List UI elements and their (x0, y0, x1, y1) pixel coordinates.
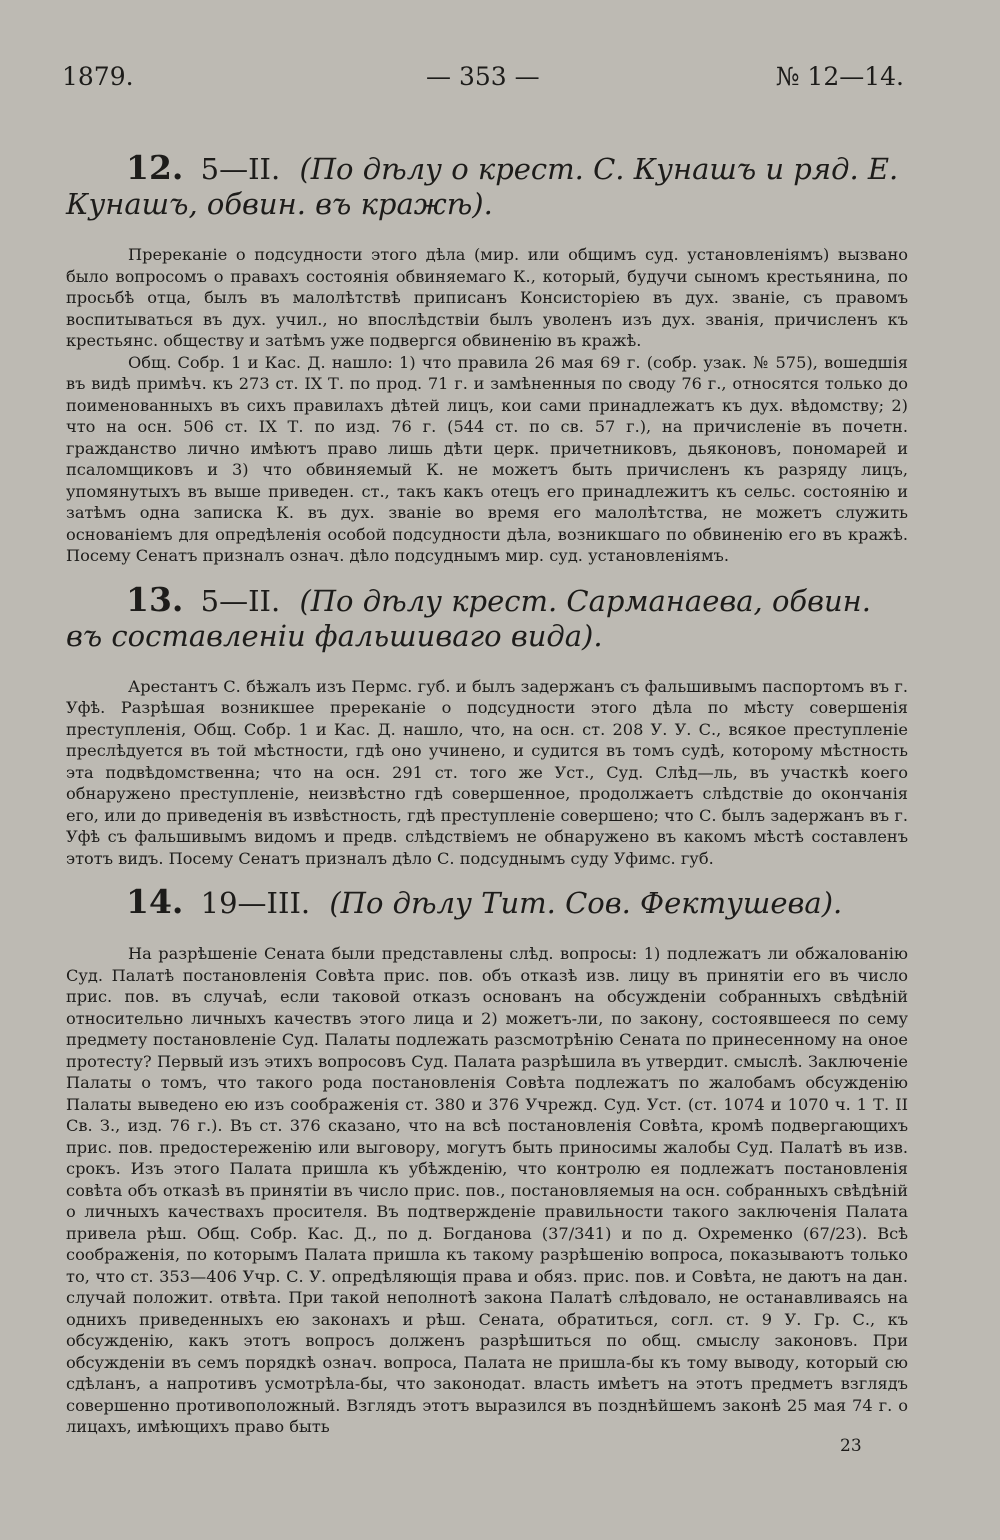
paragraph: На разрѣшеніе Сената были представлены слѣд. вопросы: 1) подлежатъ ли обжалованію Суд. Палатѣ постановленія Совѣта прис. пов. объ отказѣ изв. лицу въ принятіи его въ число прис. пов. въ случаѣ, если таковой отказъ основанъ на обсужденіи собранныхъ свѣдѣній относительно личныхъ качествъ этого лица и 2) можетъ-ли, по закону, состоявшееся по сему предмету постановленіе Суд. Палаты подлежать разсмотрѣнію Сената по принесенному на оное протесту? Первый изъ этихъ вопросовъ Суд. Палата разрѣшила въ утвердит. смыслѣ. Заключеніе Палаты о томъ, что такого рода постановленія Совѣта подлежатъ по жалобамъ обсужденію Палаты выведено ею изъ соображенія ст. 380 и 376 Учрежд. Суд. Уст. (ст. 1074 и 1070 ч. 1 Т. II Св. З., изд. 76 г.). Въ ст. 376 сказано, что на всѣ постановленія Совѣта, кромѣ подвергающихъ прис. пов. предостереженію или выговору, могутъ быть приносимы жалобы Суд. Палатѣ въ изв. срокъ. Изъ этого Палата пришла къ убѣжденію, что контролю ея подлежатъ постановленія совѣта объ отказѣ въ принятіи въ число прис. пов., постановляемыя на осн. собранныхъ свѣдѣній о личныхъ качествахъ просителя. Въ подтвержденіе правильности такого заключенія Палата привела рѣш. Общ. Собр. Кас. Д., по д. Богданова (37/341) и по д. Охременко (67/23). Всѣ соображенія, по которымъ Палата пришла къ такому разрѣшенію вопроса, показываютъ только то, что ст. 353—406 Учр. С. У. опредѣляющія права и обяз. прис. пов. и Совѣта, не даютъ на дан. случай положит. отвѣта. При такой неполнотѣ закона Палатѣ слѣдовало, не останавливаясь на однихъ приведенныхъ ею законахъ и рѣш. Сената, обратиться, согл. ст. 9 У. Гр. С., къ обсужденію, какъ этотъ вопросъ долженъ разрѣшиться по общ. смыслу законовъ. При обсужденіи въ семъ порядкѣ означ. вопроса, Палата не пришла-бы къ тому выводу, который сю сдѣланъ, а напротивъ усмотрѣла-бы, что законодат. власть имѣетъ на этотъ предметъ взглядъ совершенно противоположный. Взглядъ этотъ выразился въ позднѣйшемъ законѣ 25 мая 74 г. о лицахъ, имѣющихъ право быть (66, 944, 908, 1436)
section-title: (По дѣлу о крест. С. Кунашъ и ряд. Е. Кунашъ, обвин. въ кражѣ). (66, 152, 899, 221)
section-14 (66, 884, 908, 1438)
page-header (62, 62, 904, 98)
signature-mark: 23 (840, 1436, 862, 1456)
paragraph: Пререканіе о подсудности этого дѣла (мир. или общимъ суд. установленіямъ) вызвано было вопросомъ о правахъ состоянія обвиняемаго К., который, будучи сыномъ крестьянина, по просьбѣ отца, былъ въ малолѣтствѣ приписанъ Консисторіею въ дух. званіе, съ правомъ воспитываться въ дух. учил., но впослѣдствіи былъ уволенъ изъ дух. званія, причисленъ къ крестьянс. обществу и затѣмъ уже подвергся обвиненію въ кражѣ. (66, 245, 908, 350)
page-content (66, 150, 908, 1453)
section-date: 19—III. (200, 886, 311, 920)
section-date: 5—II. (200, 583, 281, 618)
paragraph: Общ. Собр. 1 и Кас. Д. нашло: 1) что правила 26 мая 69 г. (собр. узак. № 575), вошедшія въ видѣ примѣч. къ 273 ст. IX Т. по прод. 71 г. и замѣненныя по своду 76 г., относятся только до поименованныхъ въ сихъ правилахъ дѣтей лицъ, кои сами принадлежатъ къ дух. вѣдомству; 2) что на осн. 506 ст. IX Т. по изд. 76 г. (544 ст. по св. 57 г.), на причисленіе въ почетн. гражданство лично имѣютъ право лишь дѣти церк. причетниковъ, дьяконовъ, пономарей и псаломщиковъ и 3) что обвиняемый К. не можетъ быть причисленъ къ разряду лицъ, упомянутыхъ въ выше приведен. ст., такъ какъ отецъ его принадлежитъ къ сельс. состоянію и затѣмъ одна записка К. въ дух. званіе во время его малолѣтства, не можетъ служить основаніемъ для опредѣленія особой подсудности дѣла, возникшаго по обвиненію его въ кражѣ. Посему Сенатъ призналъ означ. дѣло подсуднымъ мир. суд. установленіямъ. (66, 352, 908, 565)
section-12 (66, 150, 908, 567)
section-heading (66, 150, 908, 222)
section-heading (66, 579, 908, 654)
section-13 (66, 579, 908, 870)
header-page-number: — 353 — (426, 62, 540, 91)
header-year: 1879. (62, 62, 134, 91)
section-title: (По дѣлу Тит. Сов. Фектушева). (329, 886, 843, 920)
section-number: 14. (126, 882, 184, 921)
section-number: 13. (126, 579, 184, 619)
section-date: 5—II. (200, 152, 281, 186)
section-heading (66, 884, 908, 921)
paragraph: Арестантъ С. бѣжалъ изъ Пермс. губ. и былъ задержанъ съ фальшивымъ паспортомъ въ г. Уфѣ. Разрѣшая возникшее пререканіе о подсудности этого дѣла по мѣсту совершенія преступленія, Общ. Собр. 1 и Кас. Д. нашло, что, на осн. ст. 208 У. У. С., всякое преступленіе преслѣдуется въ той мѣстности, гдѣ оно учинено, и судится въ томъ судѣ, которому мѣстность эта подвѣдомственна; что на осн. 291 ст. того же Уст., Суд. Слѣд—ль, въ участкѣ коего обнаружено преступленіе, неизвѣстно гдѣ совершенное, продолжаетъ слѣдствіе до окончанія его, или до приведенія въ извѣстность, гдѣ преступленіе совершено; что С. былъ задержанъ въ г. Уфѣ съ фальшивымъ видомъ и предв. слѣдствіемъ не обнаружено въ какомъ мѣстѣ составленъ этотъ видъ. Посему Сенатъ призналъ дѣло С. подсуднымъ суду Уфимс. губ. (66, 676, 908, 868)
header-issue-number: № 12—14. (775, 62, 904, 91)
section-title: (По дѣлу крест. Сарманаева, обвин. въ составленіи фальшиваго вида). (66, 583, 871, 653)
section-number: 12. (126, 148, 184, 187)
